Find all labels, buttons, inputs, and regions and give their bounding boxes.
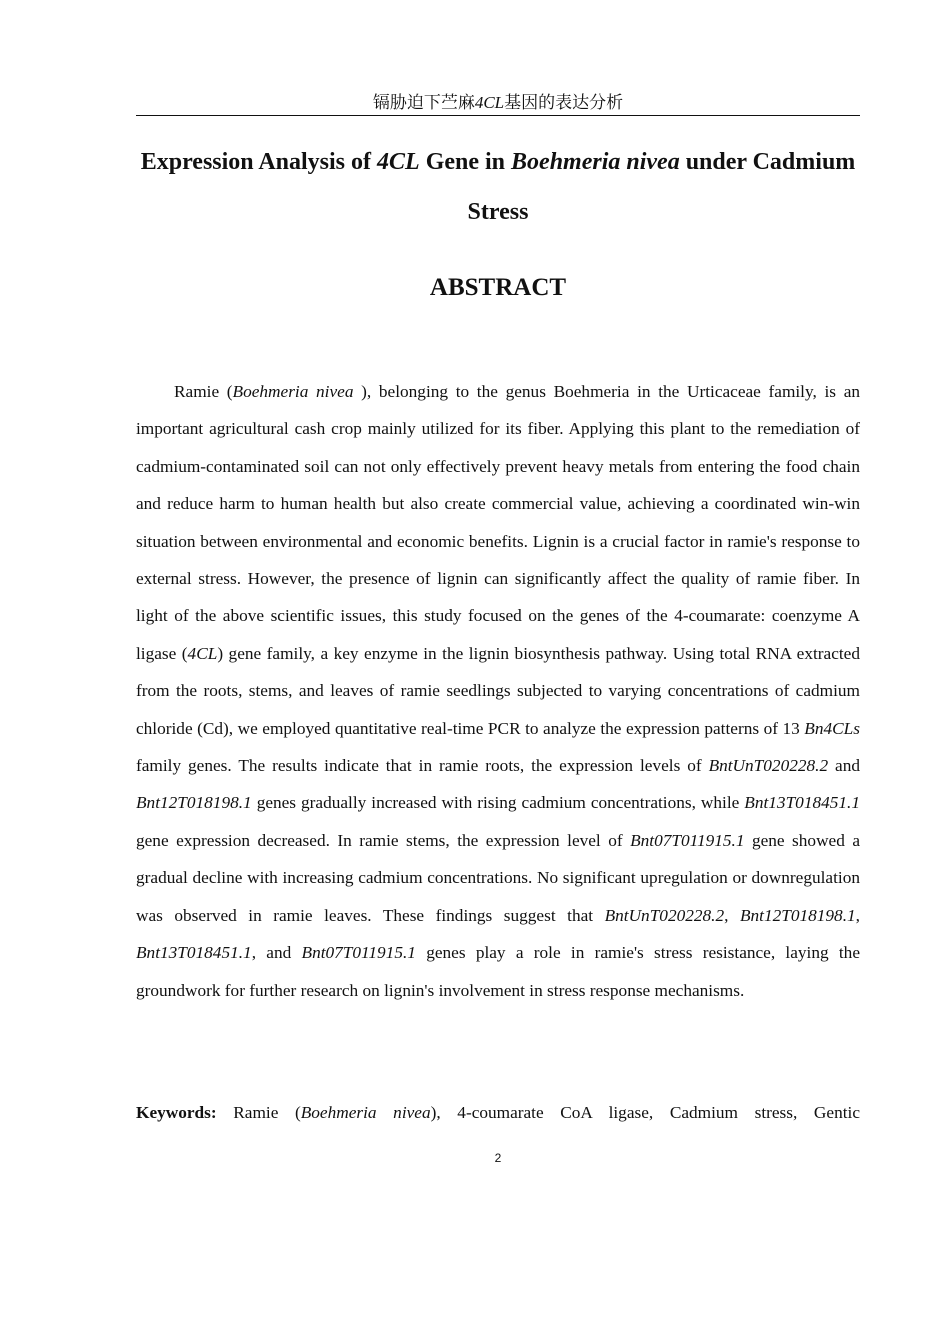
title-text-2: Gene in [419, 149, 512, 175]
running-header-gene: 4CL [474, 93, 505, 112]
gene-name: Bn4CLs [804, 718, 860, 738]
title-species: Boehmeria nivea [511, 149, 680, 175]
title-gene: 4CL [377, 149, 420, 175]
abstract-text: Ramie ( [174, 382, 233, 401]
species-name: Boehmeria nivea [232, 382, 362, 401]
running-header-prefix: 镉胁迫下苎麻 [372, 93, 475, 112]
gene-name: Bnt13T018451.1 [136, 943, 252, 963]
title-text-1: Expression Analysis of [140, 149, 378, 175]
abstract-text: family genes. The results indicate that in ramie roots, the expression levels of [136, 756, 709, 776]
abstract-text: ) gene family, a key enzyme in the lignin biosynthesis pathway. Using total RNA extracted from the roots, stems, and leaves of ramie seedlings subjected to varying concentrations of cadmium chloride (Cd), we employed quantitative real-time PCR to analyze the expression patterns of 13 [136, 643, 860, 738]
keywords-species: Boehmeria nivea [300, 1103, 431, 1122]
abstract-text: genes play a role in ramie's stress resistance, laying the groundwork for further research on lignin's involvement in stress response mechanisms. [136, 943, 860, 1000]
keywords-text: ), 4-coumarate CoA ligase, Cadmium stress, Gentic [430, 1103, 860, 1122]
gene-name: Bnt13T018451.1 [744, 793, 860, 813]
gene-name: Bnt12T018198.1 [739, 905, 856, 925]
running-header [136, 92, 860, 116]
abstract-text: , [724, 905, 740, 925]
abstract-text: genes gradually increased with rising cadmium concentrations, while [251, 793, 745, 813]
abstract-text: gene expression decreased. In ramie stems, the expression level of [136, 830, 631, 850]
gene-name: BntUnT020228.2 [708, 756, 829, 776]
keywords-line [136, 1096, 860, 1130]
gene-name: Bnt12T018198.1 [136, 793, 252, 813]
paper-title [136, 137, 860, 237]
gene-name: Bnt07T011915.1 [630, 830, 745, 850]
running-header-suffix: 基因的表达分析 [504, 93, 624, 112]
keywords-label: Keywords: [136, 1103, 217, 1122]
page-number: 2 [494, 1151, 502, 1165]
abstract-heading: ABSTRACT [429, 274, 567, 301]
keywords-text: Ramie ( [216, 1103, 301, 1122]
abstract-text: gene showed a gradual decline with increasing cadmium concentrations. No significant upregulation or downregulation was observed in ramie leaves. These findings suggest that [136, 830, 860, 925]
abstract-body [136, 373, 860, 1009]
abstract-text: and [828, 756, 860, 776]
abstract-text: , [855, 905, 860, 925]
gene-name: Bnt07T011915.1 [301, 943, 416, 963]
abstract-text: ), belonging to the genus Boehmeria in the Urticaceae family, is an important agricultural cash crop mainly utilized for its fiber. Applying this plant to the remediation of cadmium-contaminated soil can not only effectively prevent heavy metals from entering the food chain and reduce harm to human health but also create commercial value, achieving a coordinated win-win situation between environmental and economic benefits. Lignin is a crucial factor in ramie's response to external stress. However, the presence of lignin can significantly affect the quality of ramie fiber. In light of the above scientific issues, this study focused on the genes of the 4-coumarate: coenzyme A ligase ( [136, 382, 861, 663]
gene-name: 4CL [187, 643, 218, 663]
abstract-text: , and [251, 943, 302, 963]
title-text-3: under Cadmium Stress [467, 149, 856, 225]
gene-name: BntUnT020228.2 [604, 905, 725, 925]
